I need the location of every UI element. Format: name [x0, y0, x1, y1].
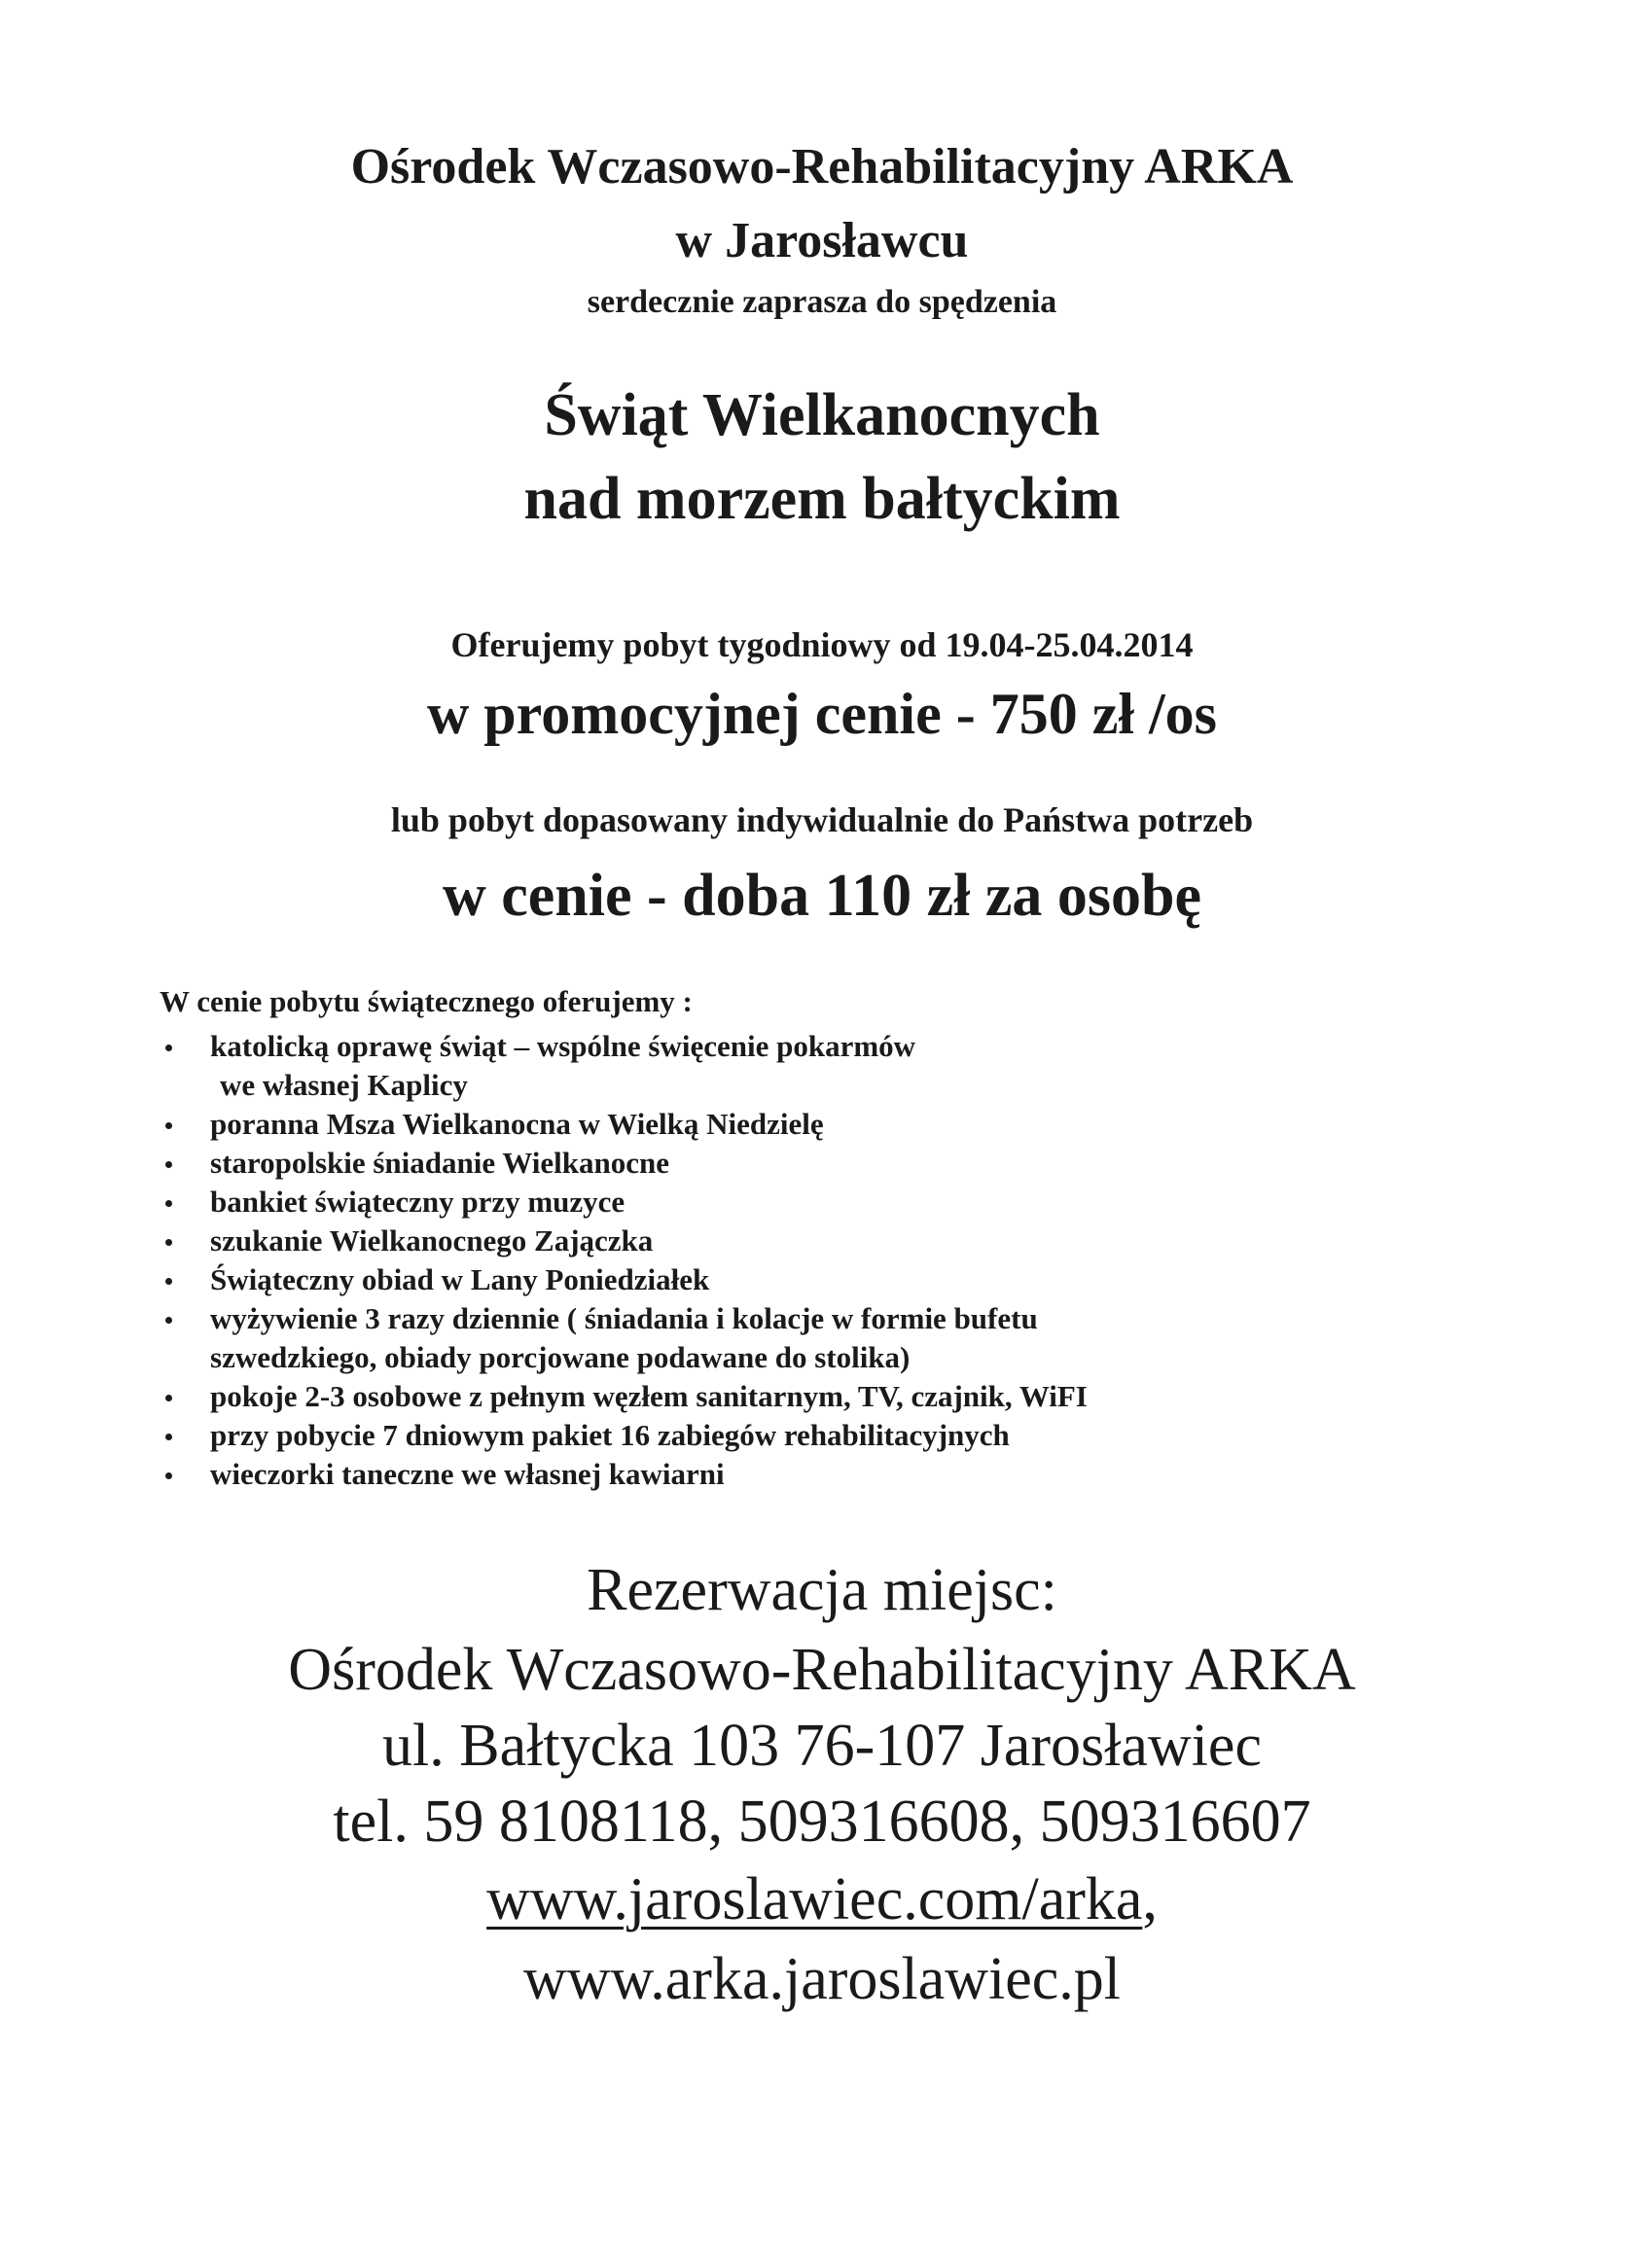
reservation-name: Ośrodek Wczasowo-Rehabilitacyjny ARKA [288, 1637, 1356, 1703]
bullet-icon [165, 1200, 172, 1207]
list-item [160, 1105, 1424, 1144]
list-item-line-1: wyżywienie 3 razy dziennie ( śniadania i kolacje w formie bufetu [210, 1301, 1038, 1335]
reservation-address: ul. Bałtycka 103 76-107 Jarosławiec [382, 1713, 1262, 1779]
list-item [160, 1260, 1424, 1299]
custom-offer-text: lub pobyt dopasowany indywidualnie do Państwa potrzeb [390, 800, 1254, 839]
list-item-line-2: we własnej Kaplicy [220, 1068, 468, 1102]
included-intro: W cenie pobytu świątecznego oferujemy : [160, 984, 693, 1018]
list-item-line-1: szukanie Wielkanocnego Zajączka [210, 1223, 654, 1258]
list-item [160, 1455, 1424, 1494]
list-item-line-1: wieczorki taneczne we własnej kawiarni [210, 1457, 725, 1491]
list-item-line-1: katolicką oprawę świąt – wspólne święcenie pokarmów [210, 1029, 916, 1063]
weekly-offer-price: w promocyjnej cenie - 750 zł /os [426, 682, 1218, 746]
event-line-2: nad morzem bałtyckim [523, 466, 1121, 532]
list-item-line-1: pokoje 2-3 osobowe z pełnym węzłem sanitarnym, TV, czajnik, WiFI [210, 1379, 1088, 1413]
website-comma: , [1142, 1866, 1158, 1932]
title-line-1: Ośrodek Wczasowo-Rehabilitacyjny ARKA [350, 139, 1294, 195]
custom-offer-price: w cenie - doba 110 zł za osobę [442, 863, 1202, 929]
list-item [160, 1144, 1424, 1183]
included-list [160, 1027, 1424, 1494]
list-item-line-1: bankiet świąteczny przy muzyce [210, 1185, 625, 1219]
list-item [160, 1299, 1424, 1377]
website-link-2[interactable]: www.arka.jaroslawiec.pl [522, 1946, 1121, 2012]
reservation-title: Rezerwacja miejsc: [587, 1557, 1057, 1623]
event-line-1: Świąt Wielkanocnych [544, 382, 1100, 448]
website-line-1 [0, 1865, 1644, 1934]
bullet-icon [165, 1434, 172, 1440]
bullet-icon [165, 1317, 172, 1324]
list-item [160, 1416, 1424, 1455]
bullet-icon [165, 1045, 172, 1051]
list-item-line-1: Świąteczny obiad w Lany Poniedziałek [210, 1262, 710, 1296]
list-item [160, 1027, 1424, 1105]
list-item-line-2: szwedzkiego, obiady porcjowane podawane do stolika) [210, 1340, 911, 1374]
bullet-icon [165, 1239, 172, 1246]
bullet-icon [165, 1161, 172, 1168]
bullet-icon [165, 1472, 172, 1479]
list-item [160, 1222, 1424, 1260]
reservation-phone: tel. 59 8108118, 509316608, 509316607 [333, 1789, 1311, 1855]
bullet-icon [165, 1122, 172, 1129]
website-link-1[interactable]: www.jaroslawiec.com/arka [486, 1866, 1143, 1932]
title-line-2: w Jarosławcu [675, 213, 969, 268]
list-item-line-1: przy pobycie 7 dniowym pakiet 16 zabiegów rehabilitacyjnych [210, 1418, 1010, 1452]
list-item [160, 1183, 1424, 1222]
weekly-offer-text: Oferujemy pobyt tygodniowy od 19.04-25.04.2014 [450, 625, 1194, 664]
bullet-icon [165, 1278, 172, 1285]
subtitle: serdecznie zaprasza do spędzenia [587, 284, 1057, 320]
list-item-line-1: staropolskie śniadanie Wielkanocne [210, 1146, 669, 1180]
list-item-line-1: poranna Msza Wielkanocna w Wielką Niedzielę [210, 1107, 824, 1141]
list-item [160, 1377, 1424, 1416]
bullet-icon [165, 1395, 172, 1401]
